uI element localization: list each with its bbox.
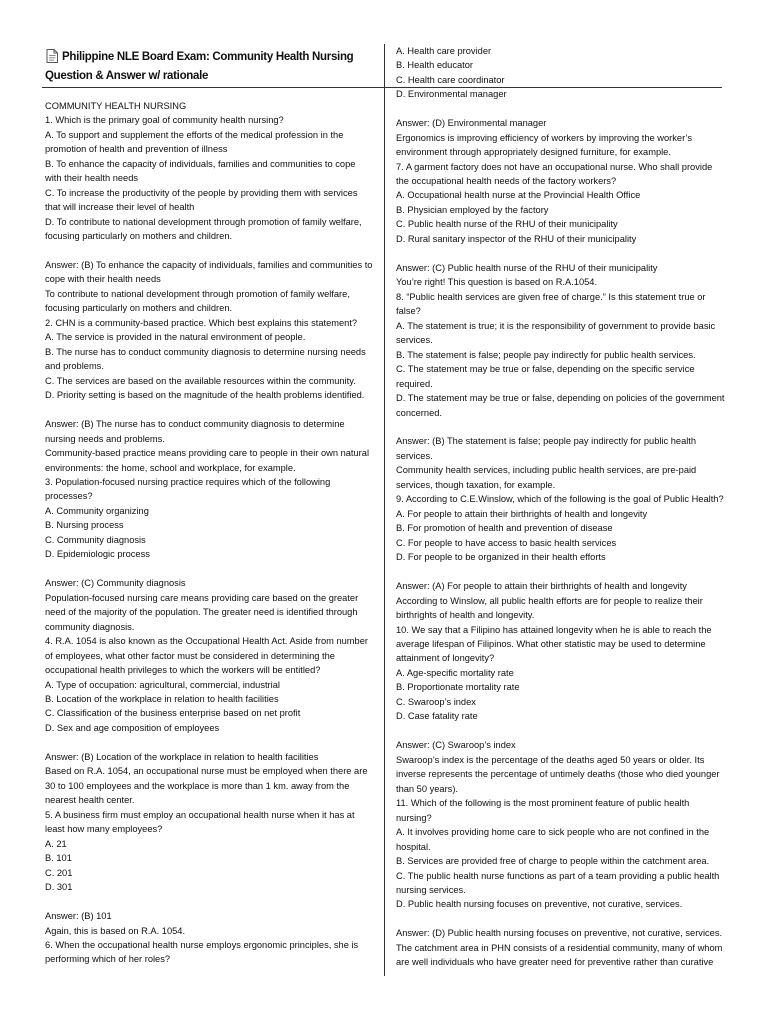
qa-block [396,434,736,564]
rationale-line: To contribute to national development through promotion of family welfare, [45,288,350,299]
option-line: B. Physician employed by the factory [396,204,549,215]
option-line: C. Public health nurse of the RHU of their municipality [396,219,618,230]
question-line: processes? [45,491,93,502]
rationale-line: Again, this is based on R.A. 1054. [45,925,186,936]
option-line: C. For people to have access to basic health services [396,537,617,548]
qa-block [396,261,736,420]
question-line: nursing? [396,812,432,823]
answer-line: Answer: (C) Swaroop’s index [396,740,516,751]
option-line: promotion of health and prevention of illness [45,144,228,155]
question-line: 8. “Public health services are given free of charge.” Is this statement true or [396,291,706,302]
option-line: D. Environmental manager [396,89,507,100]
answer-line: Answer: (B) The nurse has to conduct community diagnosis to determine [45,419,345,430]
question-line: 9. According to C.E.Winslow, which of the following is the goal of Public Health? [396,494,724,505]
rationale-line: Swaroop’s index is the percentage of the deaths aged 50 years or older. Its [396,754,705,765]
option-line: C. Health care coordinator [396,74,505,85]
qa-block [396,926,736,969]
option-line: C. Community diagnosis [45,534,146,545]
option-line: A. It involves providing home care to sick people who are not confined in the [396,827,710,838]
option-line: that will increase their level of health [45,202,195,213]
qa-block [45,576,380,735]
qa-block [396,116,736,246]
option-line: B. Location of the workplace in relation to health facilities [45,694,279,705]
rationale-line: Ergonomics is improving efficiency of workers by improving the worker’s [396,132,693,143]
qa-block [45,99,380,244]
question-line: least how many employees? [45,824,163,835]
answer-line: Answer: (D) Environmental manager [396,118,547,129]
rationale-line: Population-focused nursing care means providing care based on the greater [45,592,359,603]
option-line: A. Age-specific mortality rate [396,667,514,678]
option-line: A. Community organizing [45,505,149,516]
option-line: B. Health educator [396,60,474,71]
option-line: D. Rural sanitary inspector of the RHU of their municipality [396,233,637,244]
qa-block [45,258,380,403]
option-line: hospital. [396,841,431,852]
qa-block [45,750,380,895]
answer-line: Answer: (C) Public health nurse of the RHU of their municipality [396,262,658,273]
option-line: A. The service is provided in the natural environment of people. [45,332,306,343]
title-line: Question & Answer w/ rationale [45,69,209,82]
option-line: concerned. [396,407,442,418]
question-line: performing which of her roles? [45,954,171,965]
option-line: B. The statement is false; people pay indirectly for public health services. [396,349,696,360]
question-line: average lifespan of Filipinos. What other statistic may be used to determine [396,639,706,650]
rationale-line: nearest health center. [45,795,135,806]
qa-block [45,909,380,967]
option-line: B. To enhance the capacity of individuals, families and communities to cope [45,158,356,169]
question-line: false? [396,306,421,317]
option-line: A. The statement is true; it is the responsibility of government to provide basic [396,320,716,331]
option-line: A. Occupational health nurse at the Provincial Health Office [396,190,641,201]
option-line: D. Case fatality rate [396,711,478,722]
option-line: A. To support and supplement the efforts of the medical profession in the [45,129,344,140]
option-line: D. 301 [45,882,73,893]
rationale-line: The catchment area in PHN consists of a residential community, many of whom [396,942,723,953]
option-line: nursing services. [396,884,466,895]
question-line: 5. A business firm must employ an occupational health nurse when it has at [45,809,355,820]
qa-block [396,579,736,724]
answer-line: nursing needs and problems. [45,433,165,444]
option-line: B. For promotion of health and prevention of disease [396,523,613,534]
option-line: D. Priority setting is based on the magnitude of the health problems identified. [45,390,365,401]
option-line: C. The services are based on the available resources within the community. [45,375,356,386]
option-line: B. Nursing process [45,520,124,531]
option-line: B. 101 [45,853,72,864]
option-line: focusing particularly on mothers and children. [45,231,233,242]
option-line: C. The public health nurse functions as part of a team providing a public health [396,870,720,881]
answer-line: Answer: (D) Public health nursing focuses on preventive, not curative, services. [396,928,723,939]
answer-line: services. [396,450,433,461]
rationale-line: environment through appropriately designed furniture, for example. [396,147,671,158]
option-line: C. Swaroop’s index [396,696,476,707]
answer-line: cope with their health needs [45,274,161,285]
qa-block [396,738,736,912]
option-line: A. Type of occupation: agricultural, commercial, industrial [45,679,280,690]
question-line: 7. A garment factory does not have an occupational nurse. Who shall provide [396,161,713,172]
question-line: 6. When the occupational health nurse employs ergonomic principles, she is [45,939,359,950]
option-line: and problems. [45,361,104,372]
answer-line: Answer: (A) For people to attain their birthrights of health and longevity [396,581,687,592]
option-line: D. Sex and age composition of employees [45,722,220,733]
document-icon [46,49,58,63]
rationale-line: services, though taxation, for example. [396,479,556,490]
rationale-line: 30 to 100 employees and the workplace is more than 1 km. away from the [45,780,350,791]
rationale-line: environments: the home, school and workplace, for example. [45,462,296,473]
answer-line: Answer: (B) To enhance the capacity of individuals, families and communities to [45,259,373,270]
section-heading: COMMUNITY HEALTH NURSING [45,100,187,111]
option-line: services. [396,335,433,346]
option-line: C. Classification of the business enterprise based on net profit [45,708,301,719]
rationale-line: According to Winslow, all public health efforts are for people to realize their [396,595,703,606]
question-line: of employees, what other factor must be considered in determining the [45,650,335,661]
option-line: required. [396,378,433,389]
rationale-line: than 50 years). [396,783,459,794]
question-line: 11. Which of the following is the most prominent feature of public health [396,798,690,809]
answer-line: Answer: (B) The statement is false; people pay indirectly for public health [396,436,697,447]
option-line: D. For people to be organized in their health efforts [396,552,606,563]
option-line: D. To contribute to national development through promotion of family welfare, [45,216,362,227]
qa-block [396,44,736,102]
question-line: 2. CHN is a community-based practice. Which best explains this statement? [45,317,358,328]
option-line: B. Services are provided free of charge to people within the catchment area. [396,856,710,867]
option-line: C. To increase the productivity of the people by providing them with services [45,187,358,198]
question-line: 4. R.A. 1054 is also known as the Occupational Health Act. Aside from number [45,636,368,647]
column-divider [384,44,385,976]
question-line: 3. Population-focused nursing practice requires which of the following [45,476,331,487]
option-line: C. The statement may be true or false, depending on the specific service [396,364,695,375]
rationale-line: are well individuals who have greater need for preventive rather than curative [396,957,714,968]
answer-line: Answer: (B) Location of the workplace in relation to health facilities [45,751,319,762]
title-line: Philippine NLE Board Exam: Community Health Nursing [62,50,354,63]
rationale-line: birthrights of health and longevity. [396,610,535,621]
answer-line: Answer: (B) 101 [45,911,112,922]
option-line: A. For people to attain their birthrights of health and longevity [396,508,648,519]
rationale-line: community diagnosis. [45,621,135,632]
rationale-line: Based on R.A. 1054, an occupational nurse must be employed when there are [45,766,368,777]
option-line: A. Health care provider [396,45,492,56]
option-line: C. 201 [45,867,73,878]
option-line: with their health needs [45,173,139,184]
question-line: 1. Which is the primary goal of community health nursing? [45,115,284,126]
option-line: D. The statement may be true or false, depending on policies of the government [396,393,725,404]
question-line: the occupational health needs of the factory workers? [396,176,617,187]
rationale-line: You’re right! This question is based on R.A.1054. [396,277,598,288]
answer-line: Answer: (C) Community diagnosis [45,578,186,589]
option-line: B. Proportionate mortality rate [396,682,520,693]
option-line: B. The nurse has to conduct community diagnosis to determine nursing needs [45,346,366,357]
question-line: 10. We say that a Filipino has attained longevity when he is able to reach the [396,624,712,635]
question-line: attainment of longevity? [396,653,495,664]
qa-block [45,417,380,562]
question-line: occupational health privileges to which the workers will be entitled? [45,665,321,676]
rationale-line: inverse represents the percentage of untimely deaths (those who died younger [396,769,720,780]
option-line: A. 21 [45,838,67,849]
rationale-line: Community health services, including public health services, are pre-paid [396,465,697,476]
rationale-line: Community-based practice means providing care to people in their own natural [45,448,370,459]
right-column [396,44,736,984]
option-line: D. Public health nursing focuses on preventive, not curative, services. [396,899,683,910]
rationale-line: need of the majority of the population. The greater need is identified through [45,607,358,618]
left-column [45,99,380,982]
option-line: D. Epidemiologic process [45,549,150,560]
rationale-line: focusing particularly on mothers and children. [45,303,233,314]
